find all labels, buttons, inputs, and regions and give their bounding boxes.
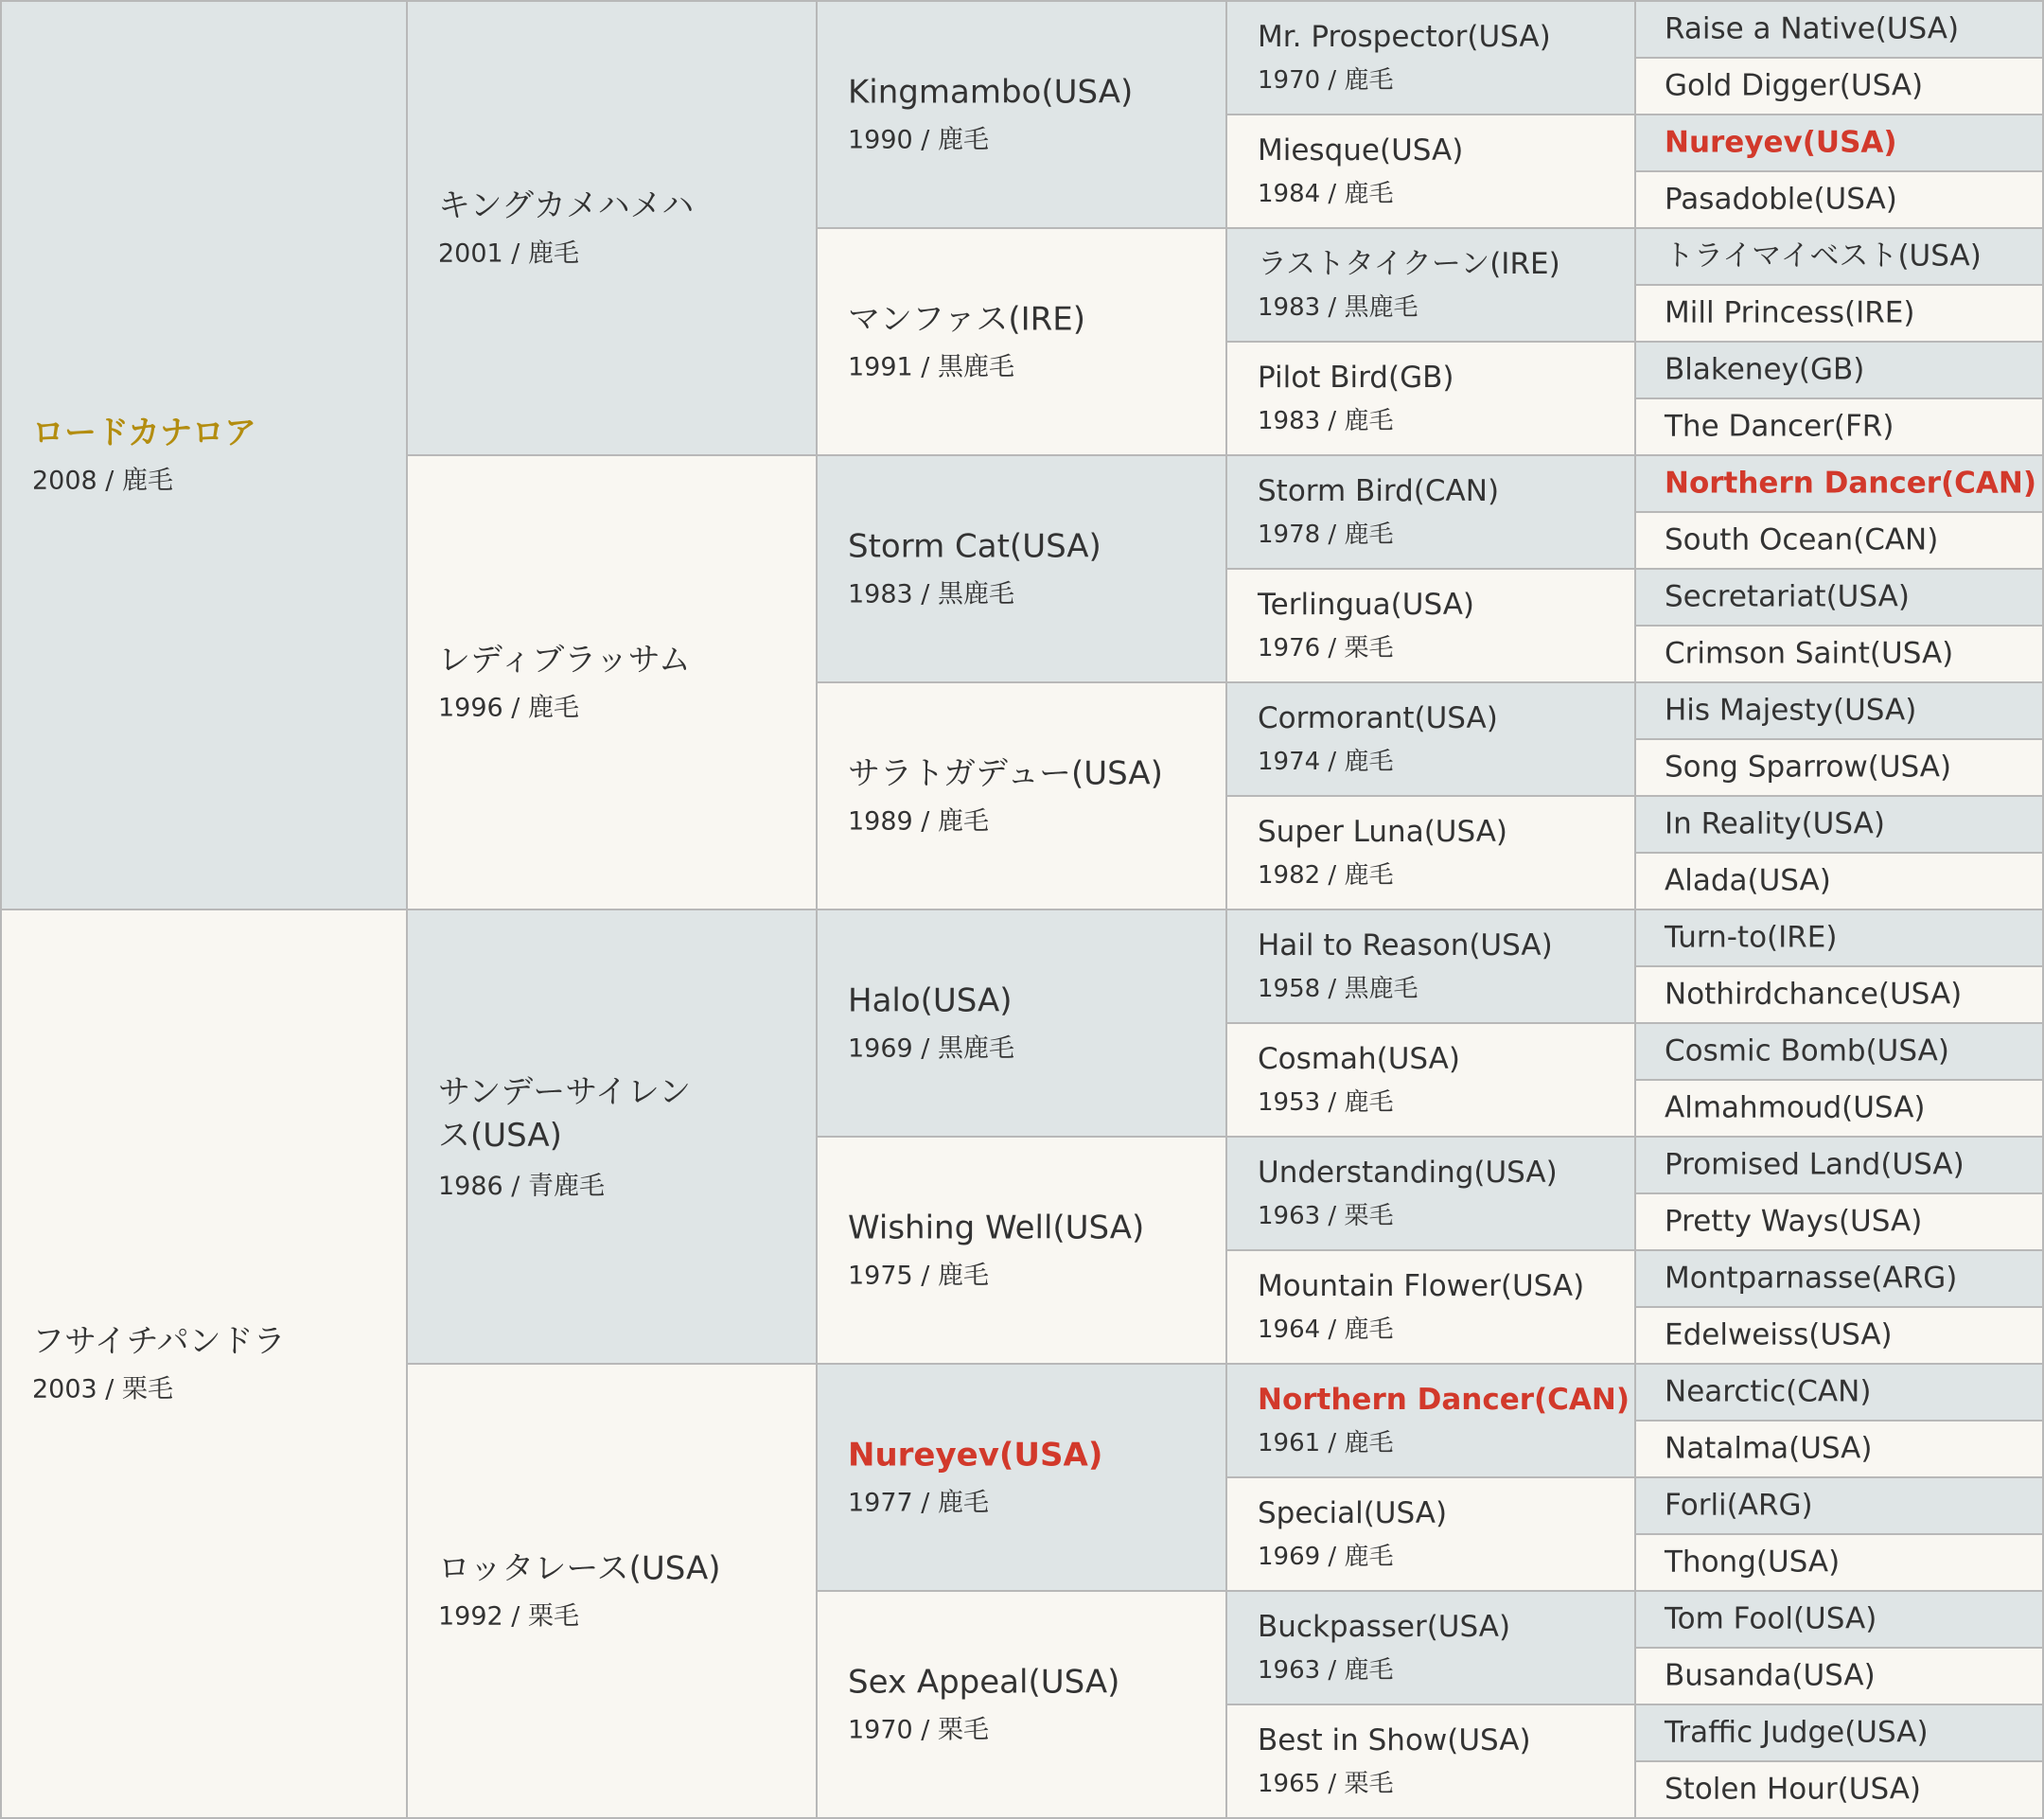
horse-meta: 1983 / 鹿毛 [1258,407,1394,435]
ancestor-cell-gen5 [1636,343,2042,397]
ancestor-cell-gen5 [1636,910,2042,965]
horse-name: サンデーサイレンス(USA) [438,1072,692,1155]
horse-name: Hail to Reason(USA) [1258,927,1553,962]
ancestor-cell-gen5 [1636,513,2042,568]
ancestor-cell-gen4 [1227,797,1634,909]
horse-name: Promised Land(USA) [1665,1147,1965,1182]
ancestor-cell-gen5 [1636,1024,2042,1079]
ancestor-cell-gen5 [1636,286,2042,341]
horse-name: トライマイベスト(USA) [1665,238,1982,274]
horse-name: Halo(USA) [848,981,1013,1020]
ancestor-cell-gen5 [1636,1592,2042,1647]
horse-meta: 2003 / 栗毛 [32,1374,173,1404]
ancestor-cell-gen2 [408,456,816,909]
horse-name: Pasadoble(USA) [1665,182,1897,217]
ancestor-cell-gen2 [408,2,816,454]
horse-name: ロッタレース(USA) [438,1549,721,1588]
ancestor-cell-gen2 [408,910,816,1363]
horse-meta: 1983 / 黒鹿毛 [1258,293,1418,322]
ancestor-cell-gen3 [818,229,1225,454]
ancestor-cell-gen4 [1227,570,1634,681]
horse-name: Pretty Ways(USA) [1665,1204,1923,1239]
horse-meta: 1976 / 栗毛 [1258,634,1394,662]
ancestor-cell-gen5 [1636,1422,2042,1476]
horse-name: サラトガデュー(USA) [848,754,1163,793]
horse-meta: 1969 / 黒鹿毛 [848,1033,1014,1064]
horse-name: Cormorant(USA) [1258,700,1498,735]
ancestor-cell-gen5 [1636,1478,2042,1533]
ancestor-cell-gen5 [1636,967,2042,1022]
horse-name: South Ocean(CAN) [1665,522,1939,557]
ancestor-cell-gen5 [1636,740,2042,795]
horse-name: キングカメハメハ [438,186,695,225]
horse-meta: 1986 / 青鹿毛 [438,1171,605,1201]
horse-meta: 1953 / 鹿毛 [1258,1088,1394,1117]
ancestor-cell-gen3 [818,1365,1225,1590]
horse-name: In Reality(USA) [1665,806,1885,841]
ancestor-cell-gen5 [1636,2,2042,57]
ancestor-cell-gen5 [1636,1194,2042,1249]
horse-name: Edelweiss(USA) [1665,1317,1893,1352]
ancestor-cell-gen5 [1636,115,2042,170]
ancestor-cell-gen3 [818,1138,1225,1363]
horse-name: Storm Bird(CAN) [1258,473,1500,508]
horse-meta: 1989 / 鹿毛 [848,806,989,837]
ancestor-cell-gen4 [1227,1138,1634,1249]
horse-name: Cosmah(USA) [1258,1041,1460,1076]
horse-name: フサイチパンドラ [32,1322,286,1361]
ancestor-cell-gen3 [818,910,1225,1136]
ancestor-cell-gen4 [1227,343,1634,454]
horse-name: Northern Dancer(CAN) [1665,466,2037,501]
horse-meta: 1996 / 鹿毛 [438,693,579,723]
horse-name: Secretariat(USA) [1665,579,1910,614]
horse-name: Understanding(USA) [1258,1155,1558,1190]
ancestor-cell-gen4 [1227,115,1634,227]
ancestor-cell-gen5 [1636,1705,2042,1760]
horse-name: Almahmoud(USA) [1665,1090,1926,1125]
ancestor-cell-gen4 [1227,229,1634,341]
horse-meta: 1983 / 黒鹿毛 [848,579,1014,609]
ancestor-cell-gen4 [1227,456,1634,568]
horse-meta: 1963 / 栗毛 [1258,1202,1394,1230]
horse-name: Super Luna(USA) [1258,814,1508,849]
horse-name: Turn-to(IRE) [1665,920,1838,955]
horse-name: His Majesty(USA) [1665,693,1917,728]
horse-meta: 2001 / 鹿毛 [438,238,579,269]
horse-meta: 1958 / 黒鹿毛 [1258,975,1418,1003]
horse-name: ロードカナロア [32,414,256,452]
horse-name: Mountain Flower(USA) [1258,1268,1585,1303]
horse-name: Pilot Bird(GB) [1258,360,1454,395]
horse-name: Sex Appeal(USA) [848,1663,1120,1702]
ancestor-cell-gen5 [1636,854,2042,909]
horse-meta: 1970 / 栗毛 [848,1715,989,1745]
ancestor-cell-gen3 [818,1592,1225,1817]
horse-meta: 1975 / 鹿毛 [848,1261,989,1291]
ancestor-cell-gen4 [1227,1478,1634,1590]
ancestor-cell-gen5 [1636,1138,2042,1192]
horse-name: Blakeney(GB) [1665,352,1865,387]
horse-meta: 1982 / 鹿毛 [1258,861,1394,890]
ancestor-cell-gen3 [818,456,1225,681]
sire-cell [2,2,406,909]
horse-name: Tom Fool(USA) [1665,1601,1877,1636]
horse-name: The Dancer(FR) [1665,409,1894,444]
horse-meta: 1963 / 鹿毛 [1258,1656,1394,1685]
horse-meta: 1974 / 鹿毛 [1258,748,1394,776]
horse-meta: 1964 / 鹿毛 [1258,1316,1394,1344]
horse-meta: 1984 / 鹿毛 [1258,180,1394,208]
horse-meta: 1961 / 鹿毛 [1258,1429,1394,1457]
horse-name: Nureyev(USA) [1665,125,1897,160]
horse-name: Mill Princess(IRE) [1665,295,1915,330]
ancestor-cell-gen5 [1636,456,2042,511]
horse-name: Mr. Prospector(USA) [1258,19,1551,54]
horse-name: Busanda(USA) [1665,1658,1876,1693]
horse-name: マンファス(IRE) [848,300,1085,339]
horse-name: Cosmic Bomb(USA) [1665,1033,1949,1068]
horse-name: Northern Dancer(CAN) [1258,1382,1630,1417]
ancestor-cell-gen5 [1636,1081,2042,1136]
horse-meta: 1990 / 鹿毛 [848,125,989,155]
ancestor-cell-gen5 [1636,797,2042,852]
ancestor-cell-gen5 [1636,1251,2042,1306]
ancestor-cell-gen5 [1636,1308,2042,1363]
horse-meta: 1965 / 栗毛 [1258,1770,1394,1798]
ancestor-cell-gen4 [1227,1251,1634,1363]
horse-name: Buckpasser(USA) [1258,1609,1511,1644]
ancestor-cell-gen5 [1636,1649,2042,1704]
ancestor-cell-gen2 [408,1365,816,1817]
ancestor-cell-gen5 [1636,683,2042,738]
horse-meta: 1991 / 黒鹿毛 [848,352,1014,382]
ancestor-cell-gen4 [1227,910,1634,1022]
horse-name: Best in Show(USA) [1258,1722,1531,1757]
ancestor-cell-gen4 [1227,683,1634,795]
horse-meta: 1978 / 鹿毛 [1258,521,1394,549]
ancestor-cell-gen5 [1636,59,2042,114]
horse-name: Gold Digger(USA) [1665,68,1924,103]
horse-name: Thong(USA) [1665,1545,1841,1580]
horse-name: Nearctic(CAN) [1665,1374,1872,1409]
horse-name: Raise a Native(USA) [1665,11,1960,46]
ancestor-cell-gen4 [1227,1592,1634,1704]
horse-name: Miesque(USA) [1258,132,1464,168]
horse-name: Traffic Judge(USA) [1665,1715,1929,1750]
ancestor-cell-gen4 [1227,1705,1634,1817]
ancestor-cell-gen5 [1636,570,2042,625]
ancestor-cell-gen4 [1227,1024,1634,1136]
horse-name: レディブラッサム [438,641,691,680]
horse-name: Kingmambo(USA) [848,73,1134,112]
horse-meta: 1992 / 栗毛 [438,1601,579,1632]
horse-meta: 1970 / 鹿毛 [1258,66,1394,95]
ancestor-cell-gen4 [1227,2,1634,114]
horse-name: Nothirdchance(USA) [1665,977,1963,1012]
horse-name: Nureyev(USA) [848,1436,1103,1475]
horse-name: Natalma(USA) [1665,1431,1873,1466]
horse-name: Stolen Hour(USA) [1665,1772,1921,1807]
horse-name: Forli(ARG) [1665,1488,1813,1523]
horse-name: Song Sparrow(USA) [1665,750,1952,785]
horse-name: Montparnasse(ARG) [1665,1261,1958,1296]
dam-cell [2,910,406,1817]
ancestor-cell-gen3 [818,683,1225,909]
ancestor-cell-gen5 [1636,627,2042,681]
horse-meta: 2008 / 鹿毛 [32,466,173,496]
horse-name: Storm Cat(USA) [848,527,1101,566]
horse-meta: 1969 / 鹿毛 [1258,1543,1394,1571]
ancestor-cell-gen5 [1636,172,2042,227]
ancestor-cell-gen4 [1227,1365,1634,1476]
horse-name: Wishing Well(USA) [848,1209,1145,1247]
ancestor-cell-gen5 [1636,1762,2042,1817]
horse-name: ラストタイクーン(IRE) [1258,246,1560,281]
ancestor-cell-gen5 [1636,229,2042,284]
ancestor-cell-gen5 [1636,1365,2042,1420]
horse-name: Crimson Saint(USA) [1665,636,1954,671]
ancestor-cell-gen5 [1636,1535,2042,1590]
horse-name: Special(USA) [1258,1495,1448,1530]
ancestor-cell-gen5 [1636,399,2042,454]
horse-meta: 1977 / 鹿毛 [848,1488,989,1518]
horse-name: Alada(USA) [1665,863,1831,898]
horse-name: Terlingua(USA) [1258,587,1475,622]
ancestor-cell-gen3 [818,2,1225,227]
